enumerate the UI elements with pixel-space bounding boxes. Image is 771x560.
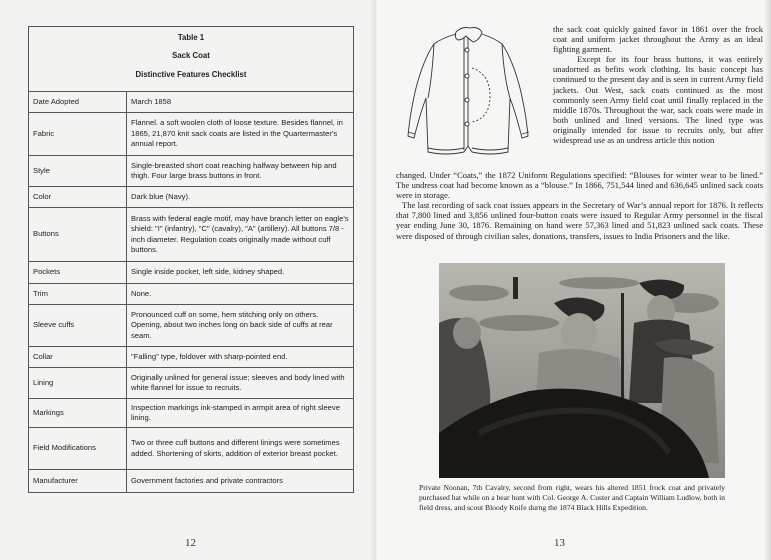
bear-hunt-photo [439, 263, 725, 478]
body-text-column [553, 24, 763, 145]
row-value: Two or three cuff buttons and different linings were sometimes added. Shortening of skirts, addition of exterior breast pocket. [127, 428, 354, 470]
row-value: Flannel. a soft woolen cloth of loose texture. Besides flannel, in 1865, 21,870 knit sack coats are listed in the Quartermaster's annual report. [127, 113, 354, 156]
row-label: Lining [29, 368, 127, 399]
features-table [28, 26, 354, 493]
table-row [29, 368, 354, 399]
coat-drawing-icon [398, 18, 534, 158]
table-row [29, 92, 354, 113]
table-row [29, 470, 354, 493]
page-number-right: 13 [554, 537, 565, 549]
row-label: Manufacturer [29, 470, 127, 493]
row-value: March 1858 [127, 92, 354, 113]
row-label: Fabric [29, 113, 127, 156]
row-value: "Falling" type, foldover with sharp-pointed end. [127, 347, 354, 368]
row-label: Markings [29, 399, 127, 428]
table-header-row [29, 27, 354, 92]
table-row [29, 284, 354, 305]
paragraph: Except for its four brass buttons, it was entirely unadorned as befits work clothing. Its basic concept has continued to the present day and is seen in current Army field jackets. Out West, sack coats continued as the most commonly seen Army field coat until finally replaced in the middle 1870s. Throughout the war, sack coats were made in both unlined and lined versions. The lined type was originally intended for issue to recruits only, but after widespread use as an undress article this notion [553, 54, 763, 146]
row-value: Single-breasted short coat reaching halfway between hip and thigh. Four large brass buttons in front. [127, 156, 354, 187]
row-label: Color [29, 187, 127, 208]
table-row [29, 347, 354, 368]
row-value: Brass with federal eagle motif, may have branch letter on eagle's shield: "I" (infantry), "C" (cavalry), "A" (artillery). All buttons 7/8 -inch diameter. Regulation coats originally made without cuff buttons. [127, 208, 354, 262]
row-value: Government factories and private contractors [127, 470, 354, 493]
table-header [29, 27, 354, 92]
row-label: Trim [29, 284, 127, 305]
sack-coat-illustration [398, 18, 534, 158]
row-value: None. [127, 284, 354, 305]
paragraph: The last recording of sack coat issues appears in the Secretary of War’s annual report for 1876. It reflects that 7,800 lined and 3,856 unlined four-button coats were issued to Regular Army personnel in the fiscal year ending June 30, 1876. Remaining on hand were 57,363 lined and 51,823 unlined sack coats. These were disposed of through civilian sales, donations, transfers, issues to India Prisoners and the like. [396, 200, 763, 241]
table-row [29, 187, 354, 208]
table-title: Table 1 [177, 33, 205, 42]
row-label: Field Modifications [29, 428, 127, 470]
features-checklist-table [28, 26, 354, 493]
table-row [29, 156, 354, 187]
row-value: Single inside pocket, left side, kidney shaped. [127, 262, 354, 284]
paragraph: the sack coat quickly gained favor in 1861 over the frock coat and uniform jacket throughout the Army as an ideal fighting garment. [553, 24, 763, 55]
row-value: Dark blue (Navy). [127, 187, 354, 208]
table-row [29, 113, 354, 156]
table-row [29, 428, 354, 470]
left-page [0, 0, 374, 560]
row-label: Buttons [29, 208, 127, 262]
table-row [29, 305, 354, 347]
row-label: Sleeve cuffs [29, 305, 127, 347]
row-value: Pronounced cuff on some, hem stitching only on others. Opening, about two inches long on back side of cuffs at rear seam. [127, 305, 354, 347]
row-label: Date Adopted [29, 92, 127, 113]
table-row [29, 262, 354, 284]
page-number-left: 12 [185, 537, 196, 549]
table-row [29, 399, 354, 428]
photo-caption: Private Noonan, 7th Cavalry, second from right, wears his altered 1851 frock coat and privately purchased hat while on a bear hunt with Col. George A. Custer and Captain William Ludlow, both in field dress, and scout Bloody Knife durng the 1874 Black Hills Expedition. [419, 483, 725, 513]
row-label: Style [29, 156, 127, 187]
row-label: Pockets [29, 262, 127, 284]
table-row [29, 208, 354, 262]
paragraph: changed. Under “Coats,” the 1872 Uniform Regulations specified: “Blouses for winter wear to be lined.” The undress coat had become known as a “blouse.” In 1866, 751,544 lined and 636,645 unlined sack coats were in storage. [396, 170, 763, 201]
row-label: Collar [29, 347, 127, 368]
table-subtitle: Sack Coat [172, 51, 210, 60]
row-value: Inspection markings ink-stamped in armpit area of right sleeve lining. [127, 399, 354, 428]
photo-image [439, 263, 725, 478]
right-page [378, 0, 771, 560]
body-text-full-width [396, 170, 763, 241]
table-heading: Distinctive Features Checklist [135, 70, 247, 79]
page-edge [765, 0, 771, 560]
row-value: Originally unlined for general issue; sleeves and body lined with white flannel for issue to recruits. [127, 368, 354, 399]
